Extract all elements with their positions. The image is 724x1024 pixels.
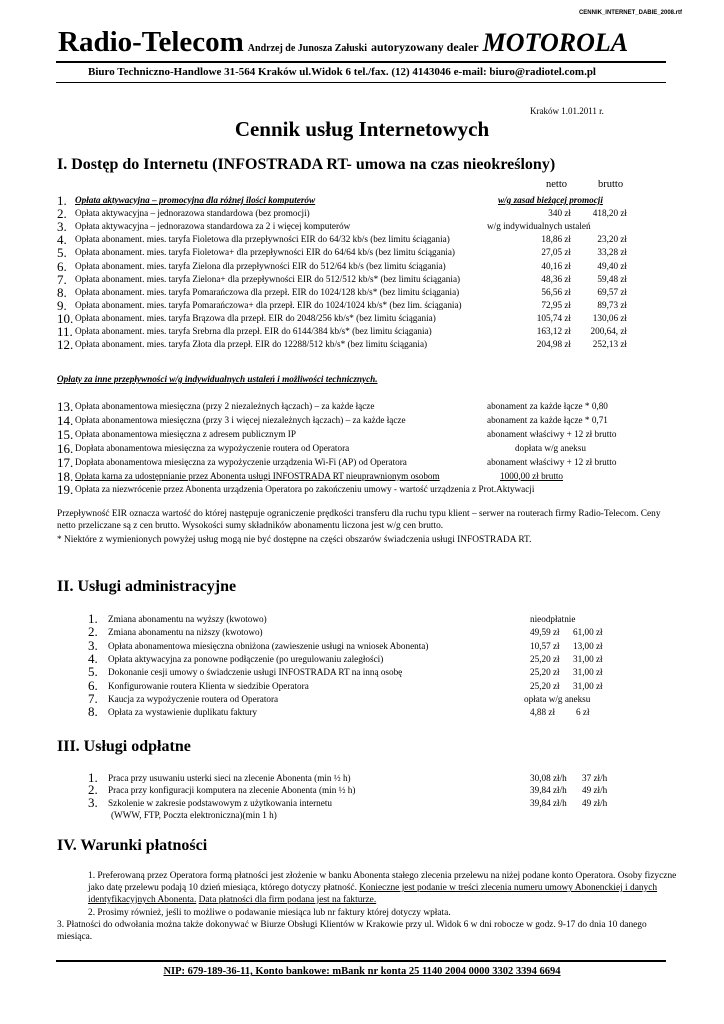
row-brutto: 418,20 zł [592,208,627,219]
row-number: 18. [57,468,74,484]
price-row [57,233,657,246]
row-description: Opłata abonament. mies. taryfa Zielona dla przepływności EIR do 512/64 kb/s (bez limitu ściągania) [75,260,446,271]
price-row [57,286,657,299]
row-netto: 18,86 zł [541,234,571,245]
row-netto: nieodpłatnie [530,614,576,624]
section-3-heading: III. Usługi odpłatne [57,738,191,755]
row-brutto: 6 zł [576,707,590,718]
row-description: Opłata abonamentowa miesięczna obniżona (zawieszenie usługi na wniosek Abonenta) [108,640,429,651]
payment-terms-3: 3. Płatności do odwołania można także dokonywać w Biurze Obsługi Klientów w Krakowie przy ul. Widok 6 w dni robocze w godz. 9-17 do dnia 10 danego miesiąca. [57,920,647,942]
row-description: Zmiana abonamentu na wyższy (kwotowo) [108,614,267,624]
row-description: Dopłata abonamentowa miesięczna za wypożyczenie urządzenia Wi-Fi (AP) od Operatora [75,456,407,467]
row-netto: w/g indywidualnych ustaleń [487,221,591,232]
dealer-label: autoryzowany dealer [370,40,479,54]
fee-row [57,428,667,441]
fee-row [57,483,667,496]
row-description: Kaucja za wypożyczenie routera od Operatora [108,693,279,704]
row-value: 1000,00 zł brutto [500,470,564,481]
fee-row [57,414,667,427]
row-netto: 25,20 zł [530,653,560,664]
row-brutto: 89,73 zł [597,299,627,310]
price-row [57,299,657,312]
row-netto: 4,88 zł [530,707,556,718]
row-number: 9. [57,297,67,313]
row-number: 4. [88,650,98,666]
payment-terms-1c: Data płatności dla firm podana jest na fakturze. [198,895,377,905]
payment-terms-1 [88,870,682,906]
row-description: Szkolenie w zakresie podstawowym z użytkowania internetu [108,797,333,808]
row-brutto: 61,00 zł [573,627,603,638]
row-number: 5. [57,245,67,261]
row-brutto: 49 zł/h [582,785,608,796]
row-number: 2. [88,624,98,640]
row-netto: 49,59 zł [530,627,560,638]
row-description: Opłata abonamentowa miesięczna z adresem publicznym IP [75,428,296,439]
row-number: 5. [88,664,98,680]
row-description: Zmiana abonamentu na niższy (kwotowo) [108,627,263,638]
row-netto: 163,12 zł [536,326,571,336]
owner-name: Andrzej de Junosza Załuski [247,43,367,54]
price-row [57,325,657,338]
office-address: Biuro Techniczno-Handlowe 31-564 Kraków ul.Widok 6 tel./fax. (12) 4143046 e-mail: biuro@radiotel.com.pl [88,66,596,78]
row-brutto: 252,13 zł [592,339,627,350]
page-title: Cennik usług Internetowych [234,117,490,141]
col-brutto: brutto [598,179,624,190]
service-row [88,784,648,796]
document-date: Kraków 1.01.2011 r. [530,106,604,116]
row-description: Opłata abonament. mies. taryfa Fioletowa+ dla przepływności EIR do 64/64 kb/s (bez limitu ściągania) [75,247,455,258]
row-number: 10. [57,310,74,326]
row-brutto: 23,20 zł [597,234,627,245]
row-number: 4. [57,232,67,248]
row-value: abonament właściwy + 12 zł brutto [487,456,617,467]
row-brutto: 59,48 zł [597,273,627,284]
row-number: 11. [57,324,73,339]
row-description: Opłata abonamentowa miesięczna (przy 3 i więcej niezależnych łączach) – za każde łącze [75,414,406,425]
row-netto: 56,56 zł [541,286,571,297]
row-description: Opłata abonament. mies. taryfa Pomarańczowa dla przepł. EIR do 1024/128 kb/s* (bez limitu ściągania) [75,286,460,297]
row-netto: 25,20 zł [530,667,560,678]
payment-terms-2: 2. Prosimy również, jeśli to możliwe o podawanie miesiąca lub nr faktury której dotyczy wpłata. [88,908,451,918]
row-netto: opłata w/g aneksu [524,693,591,704]
row-description: Opłata abonament. mies. taryfa Brązowa dla przepł. EIR do 2048/256 kb/s* (bez limitu ściągania) [75,312,436,323]
row-netto: 105,74 zł [536,312,571,323]
fee-row [57,456,667,469]
row-netto: 39,84 zł/h [530,797,567,808]
row-netto: 340 zł [548,208,571,219]
row-number: 1. [88,611,98,626]
row-number: 3. [57,219,67,235]
row-description: Opłata za niezwrócenie przez Abonenta urządzenia Operatora po zakończeniu umowy - wartość urządzenia z Prot.Aktywacji [75,484,535,495]
row-number: 3. [88,637,98,653]
fee-row [57,442,667,455]
row-value: abonament właściwy + 12 zł brutto [487,428,617,439]
row-description: Opłata abonament. mies. taryfa Złota dla przepł. EIR do 12288/512 kb/s* (bez limitu ściągania) [75,339,428,350]
row-number: 8. [88,704,98,720]
row-number: 1. [57,193,67,208]
payment-terms-1b: Konieczne jest podanie w treści zlecenia numeru umowy Abonenckiej i danych identyfikacyjnych Abonenta. [88,883,658,905]
other-speeds-note: Opłaty za inne przepływności w/g indywidualnych ustaleń i możliwości technicznych. [57,374,378,384]
row-description: Praca przy konfiguracji komputera na zlecenie Abonenta (min ½ h) [108,785,356,796]
row-netto: 72,95 zł [541,299,571,310]
price-row [57,273,657,286]
row-netto: 40,16 zł [541,260,571,271]
price-row [57,338,657,351]
row-number: 17. [57,454,74,470]
row-brutto: 31,00 zł [573,680,603,691]
file-name: CENNIK_INTERNET_DABIE_2008.rtf [578,10,682,16]
row-description: Dokonanie cesji umowy o świadczenie usługi INFOSTRADA RT na inną osobę [108,667,403,678]
price-row [57,246,657,259]
admin-row [88,613,648,625]
price-row [57,312,657,325]
section-4-heading: IV. Warunki płatności [57,837,208,854]
letterhead [58,26,628,59]
price-row [57,207,657,220]
row-description: Opłata abonament. mies. taryfa Zielona+ dla przepływności EIR do 512/512 kb/s* (bez limitu ściągania) [75,273,461,284]
admin-row [88,690,648,706]
row-netto: 10,57 zł [530,640,560,651]
row-description: Opłata karna za udostępnianie przez Abonenta usługi INFOSTRADA RT nieuprawnionym osobom [75,470,440,481]
row-description: Dopłata abonamentowa miesięczna za wypożyczenie routera od Operatora [75,442,350,453]
row-number: 3. [88,794,98,810]
row-brutto: 69,57 zł [597,286,627,297]
col-netto: netto [546,179,567,190]
row-number: 2. [57,206,67,222]
row-brutto: 31,00 zł [573,653,603,664]
row-netto: 48,36 zł [541,273,571,284]
price-row [57,194,657,207]
section-2-heading: II. Usługi administracyjne [57,578,237,595]
row-description: Opłata aktywacyjna – jednorazowa standardowa (bez promocji) [75,208,310,219]
footer-rule [56,960,666,962]
row-brutto: 31,00 zł [573,667,603,678]
row-brutto: 200,64, zł [590,326,627,336]
row-description: Opłata za wystawienie duplikatu faktury [108,707,257,718]
row-brutto: 37 zł/h [582,773,608,783]
row-number: 8. [57,284,67,300]
row-value: abonament za każde łącze * 0,80 [487,401,608,411]
row-netto: 39,84 zł/h [530,785,567,796]
row-netto: 27,05 zł [541,247,571,258]
row-description: Konfigurowanie routera Klienta w siedzibie Operatora [108,680,309,691]
row-brutto: 13,00 zł [573,640,603,651]
row-number: 12. [57,337,74,353]
brand-name: MOTOROLA [482,28,629,57]
service-row [88,772,648,784]
row-netto: 25,20 zł [530,680,560,691]
admin-row [88,650,648,666]
training-detail: (WWW, FTP, Poczta elektroniczna)(min 1 h) [111,810,277,820]
row-description: Opłata abonament. mies. taryfa Fioletowa dla przepływności EIR do 64/32 kb/s (bez limitu ściągania) [75,234,450,245]
row-number: 19. [57,482,74,498]
row-number: 15. [57,426,74,442]
row-description: Opłata aktywacyjna – promocyjna dla różnej ilości komputerów [75,195,316,205]
header-rule [56,61,666,63]
row-number: 1. [88,770,98,785]
row-description: Opłata aktywacyjna – jednorazowa standardowa za 2 i więcej komputerów [75,221,351,232]
row-description: Opłata abonamentowa miesięczna (przy 2 niezależnych łączach) – za każde łącze [75,401,375,411]
admin-row [88,677,648,693]
row-description: Opłata abonament. mies. taryfa Pomarańczowa+ dla przepł. EIR do 1024/1024 kb/s* (bez lim. ściągania) [75,299,462,310]
row-number: 7. [57,271,67,287]
admin-row [88,637,648,653]
company-name: Radio-Telecom [58,26,244,58]
header-rule-2 [56,82,666,83]
price-row [57,260,657,273]
row-netto: w/g zasad bieżącej promocji [498,195,603,205]
row-netto: 204,98 zł [536,339,571,350]
row-description: Opłata aktywacyjna za ponowne podłączenie (po uregulowaniu zaległości) [108,653,384,664]
row-brutto: 49 zł/h [582,797,608,808]
footer-bank-info: NIP: 679-189-36-11, Konto bankowe: mBank nr konta 25 1140 2004 0000 3302 3394 6694 [163,966,561,977]
row-number: 6. [57,258,67,274]
row-description: Praca przy usuwaniu usterki sieci na zlecenie Abonenta (min ½ h) [108,773,351,783]
fee-row [57,400,667,413]
fee-row [57,470,667,483]
service-row [88,794,648,810]
row-value: dopłata w/g aneksu [515,442,586,453]
eir-note: Przepływność EIR oznacza wartość do której następuje ograniczenie prędkości transferu dla ruchu typu klient – serwer na routerach firmy Radio-Telecom. Ceny netto przeliczane są z cen brutto. Wysokości sumy składników abonamentu liczona jest w/g cen brutto. [57,509,661,531]
row-number: 16. [57,440,74,456]
admin-row [88,666,648,678]
row-number: 6. [88,677,98,693]
row-brutto: 49,40 zł [597,260,627,271]
payment-terms-1a: 1. Preferowaną przez Operatora formą płatności jest złożenie w banku Abonenta stałego zlecenia przelewu na niżej podane konto Operatora. Osoby fizyczne jako datę przelewu podają 10 dzień miesiąca, którego dotyczy płatność. [88,871,677,893]
row-number: 14. [57,412,74,428]
row-number: 13. [57,399,74,414]
admin-row [88,706,648,718]
row-description: Opłata abonament. mies. taryfa Srebrna dla przepł. EIR do 6144/384 kb/s* (bez limitu ściągania) [75,326,432,336]
price-row [57,220,657,233]
row-netto: 30,08 zł/h [530,773,567,783]
section-1-heading: I. Dostęp do Internetu (INFOSTRADA RT- umowa na czas nieokreślony) [57,156,556,173]
row-number: 7. [88,690,98,706]
row-brutto: 33,28 zł [597,247,627,258]
availability-note: * Niektóre z wymienionych powyżej usług mogą nie być dostępne na części obszarów świadczenia usługi INFOSTRADA RT. [57,535,532,545]
row-number: 2. [88,782,98,798]
row-brutto: 130,06 zł [592,312,627,323]
admin-row [88,626,648,638]
row-value: abonament za każde łącze * 0,71 [487,414,608,425]
